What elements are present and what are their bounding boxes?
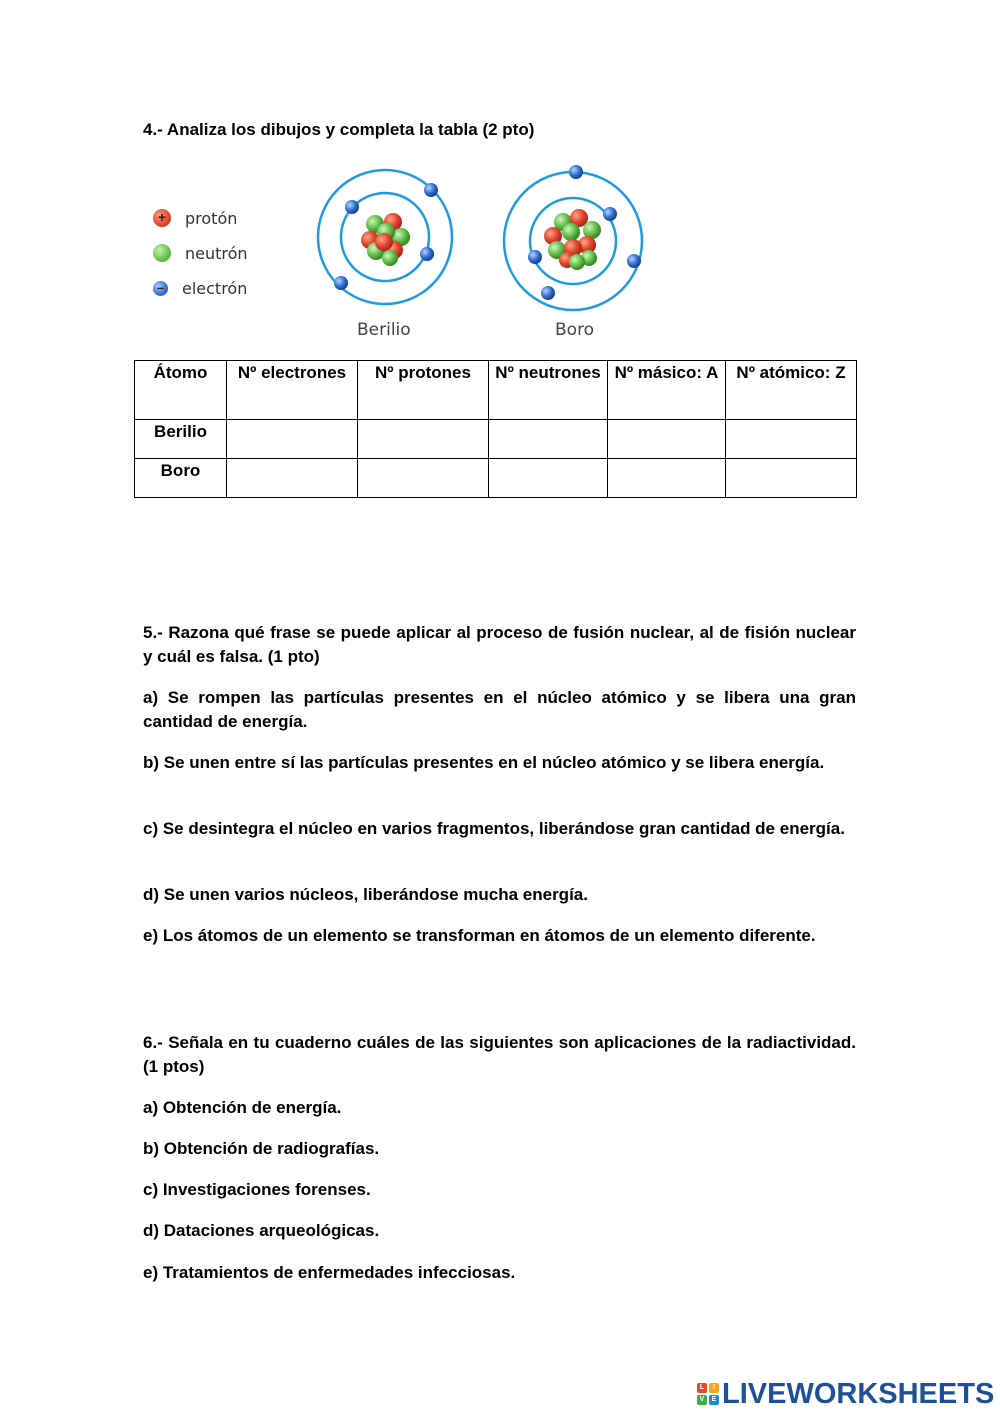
- q5-option-a: a) Se rompen las partículas presentes en el núcleo atómico y se libera una gran cantidad de energía.: [143, 688, 856, 731]
- question-5-title: 5.- Razona qué frase se puede aplicar al proceso de fusión nuclear, al de fisión nuclear y cuál es falsa. (1 pto): [143, 623, 856, 666]
- electron: [334, 276, 348, 290]
- header-atomo: Átomo: [135, 361, 227, 420]
- answer-cell[interactable]: [726, 420, 857, 459]
- question-6-title: 6.- Señala en tu cuaderno cuáles de las siguientes son aplicaciones de la radiactividad. (1 ptos): [143, 1033, 856, 1076]
- q5-option-d: d) Se unen varios núcleos, liberándose mucha energía.: [143, 885, 588, 904]
- electron: [420, 247, 434, 261]
- electron: [424, 183, 438, 197]
- answer-cell[interactable]: [489, 420, 608, 459]
- electron: [569, 165, 583, 179]
- header-masico: Nº másico: A: [608, 361, 726, 420]
- header-electrones: Nº electrones: [227, 361, 358, 420]
- q6-option-e: e) Tratamientos de enfermedades infecciosas.: [143, 1263, 516, 1282]
- header-neutrones: Nº neutrones: [489, 361, 608, 420]
- legend-neutron-label: neutrón: [185, 243, 248, 263]
- electron: [541, 286, 555, 300]
- answer-cell[interactable]: [227, 420, 358, 459]
- answer-cell[interactable]: [358, 420, 489, 459]
- answer-cell[interactable]: [227, 459, 358, 498]
- boro-atom: [504, 165, 642, 310]
- q6-option-b: b) Obtención de radiografías.: [143, 1139, 380, 1158]
- proton-icon: +: [153, 209, 171, 227]
- q6-option-c: c) Investigaciones forenses.: [143, 1180, 371, 1199]
- liveworksheets-logo: [697, 1378, 994, 1410]
- logo-wordmark: LIVEWORKSHEETS: [722, 1377, 995, 1410]
- electron: [603, 207, 617, 221]
- boro-nucleus: [544, 209, 601, 270]
- q6-option-d: d) Dataciones arqueológicas.: [143, 1221, 380, 1240]
- row-label: Berilio: [135, 420, 227, 459]
- answer-cell[interactable]: [358, 459, 489, 498]
- berilio-atom: [318, 170, 452, 304]
- q6-option-a: a) Obtención de energía.: [143, 1098, 342, 1117]
- header-protones: Nº protones: [358, 361, 489, 420]
- table-header-row: [135, 361, 857, 420]
- atoms-table: [134, 360, 857, 498]
- header-atomico: Nº atómico: Z: [726, 361, 857, 420]
- answer-cell[interactable]: [608, 459, 726, 498]
- atom-label-boro: Boro: [555, 320, 595, 340]
- logo-badge-icon: L I V E: [697, 1383, 719, 1405]
- table-row: [135, 459, 857, 498]
- atom-diagram: [143, 150, 663, 350]
- electron-icon: –: [153, 281, 168, 296]
- q5-option-c: c) Se desintegra el núcleo en varios fragmentos, liberándose gran cantidad de energía.: [143, 819, 845, 838]
- electron: [345, 200, 359, 214]
- q5-option-e: e) Los átomos de un elemento se transforman en átomos de un elemento diferente.: [143, 926, 816, 945]
- row-label: Boro: [135, 459, 227, 498]
- table-row: [135, 420, 857, 459]
- question-4-title: 4.- Analiza los dibujos y completa la tabla (2 pto): [143, 120, 535, 139]
- legend-proton-label: protón: [185, 208, 238, 228]
- answer-cell[interactable]: [608, 420, 726, 459]
- electron: [627, 254, 641, 268]
- answer-cell[interactable]: [489, 459, 608, 498]
- berilio-nucleus: [361, 213, 410, 266]
- legend-electron-label: electrón: [182, 278, 248, 298]
- atom-label-berilio: Berilio: [357, 320, 411, 340]
- electron: [528, 250, 542, 264]
- answer-cell[interactable]: [726, 459, 857, 498]
- q5-option-b: b) Se unen entre sí las partículas presentes en el núcleo atómico y se libera energía.: [143, 753, 825, 772]
